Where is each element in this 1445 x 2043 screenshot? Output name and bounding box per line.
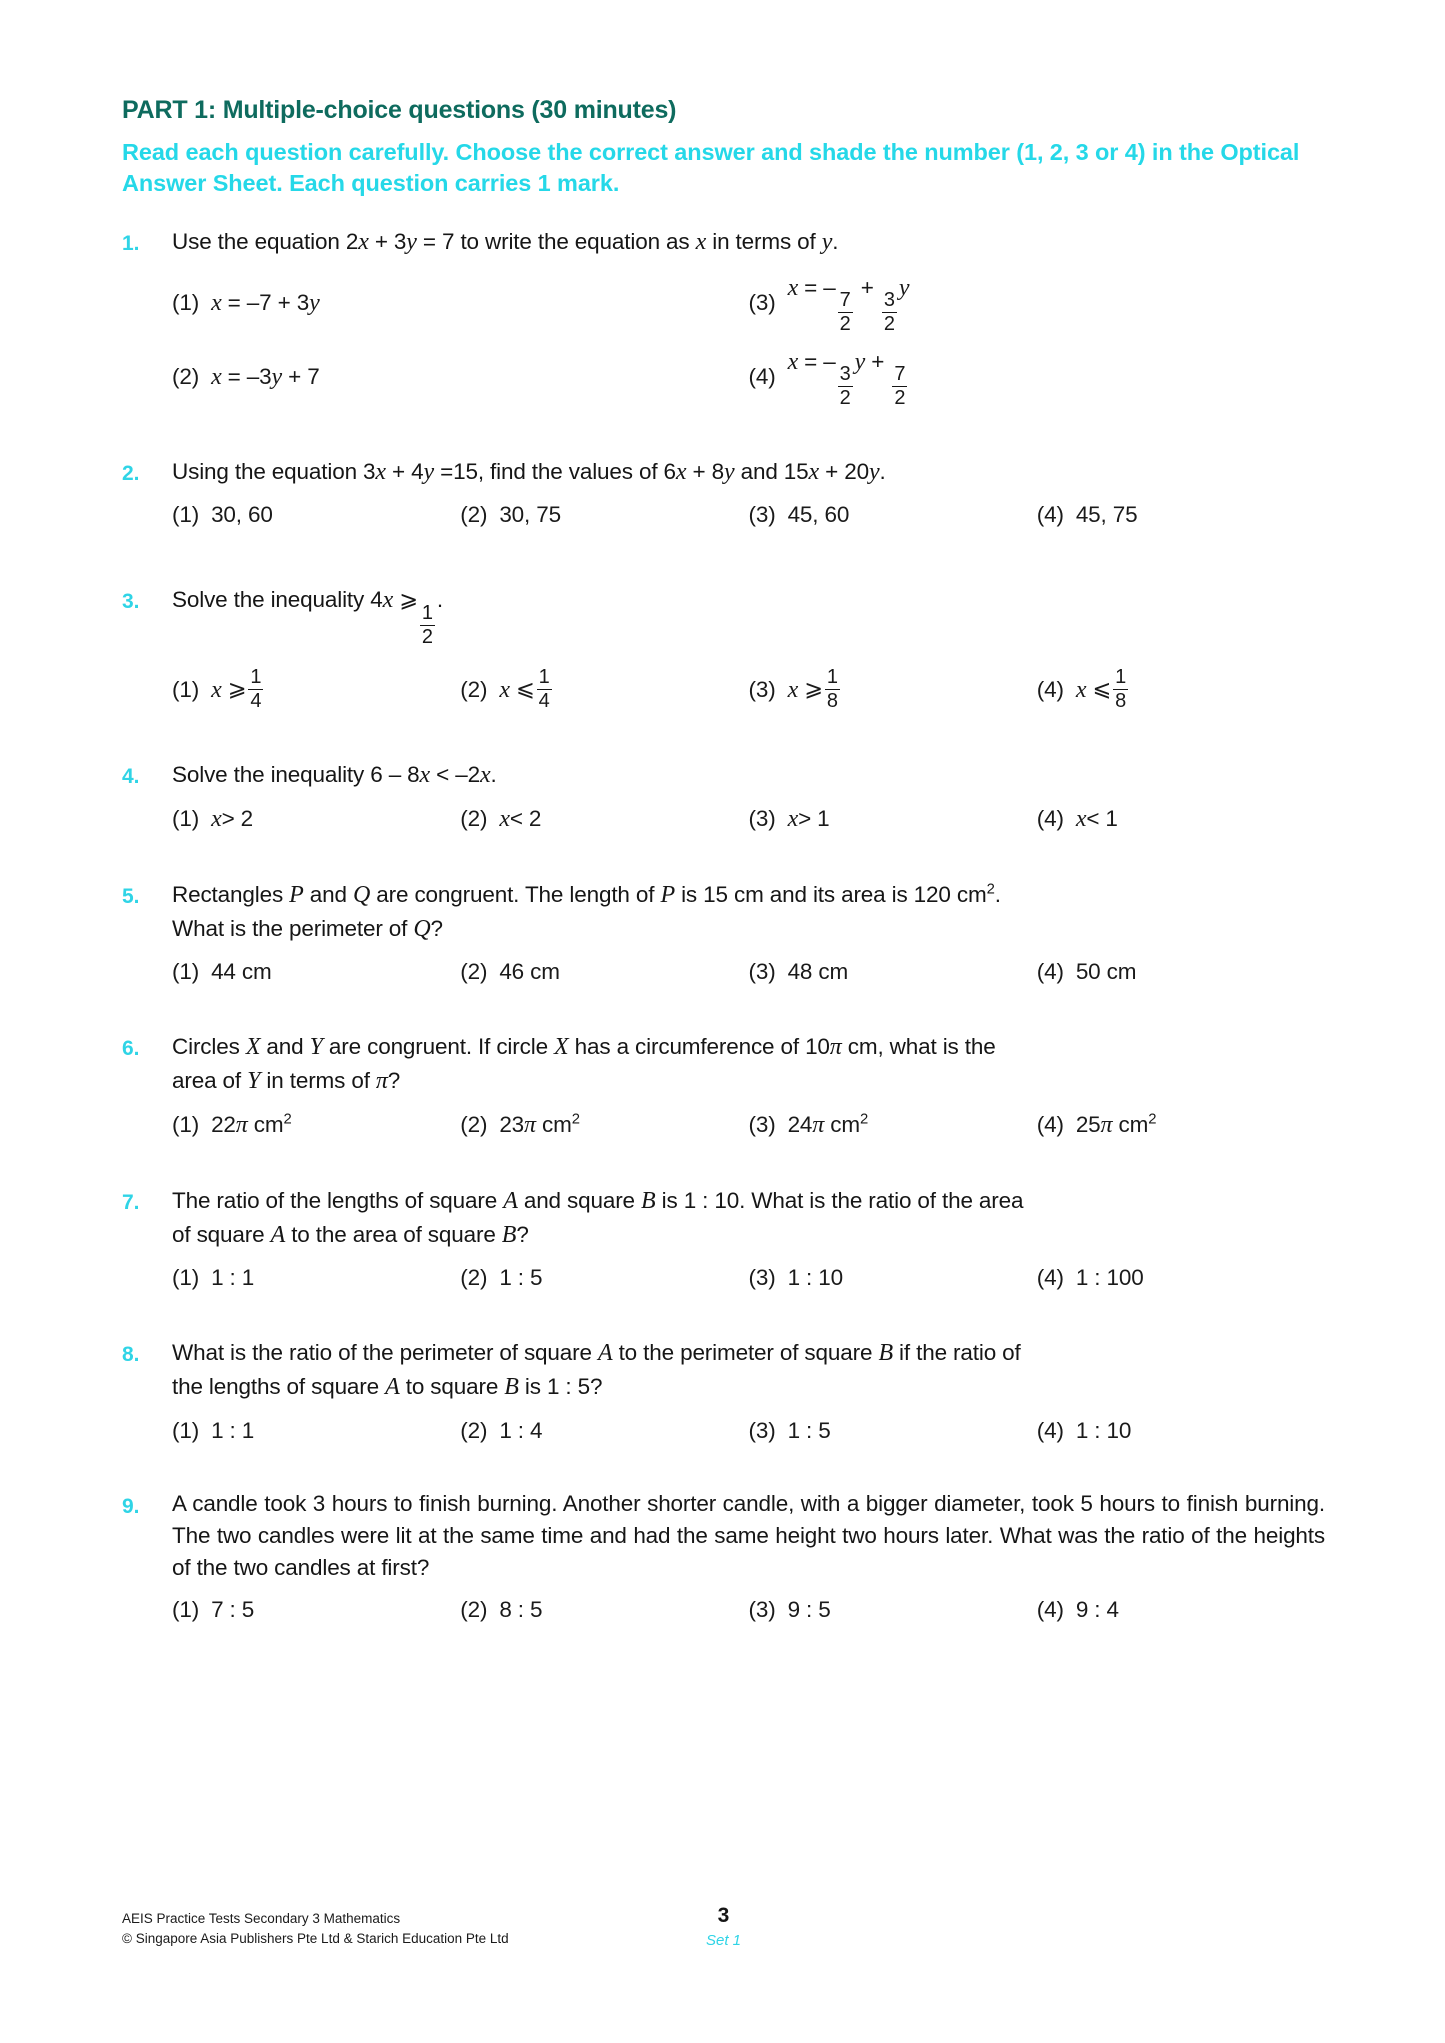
- fraction-denominator: 4: [538, 690, 550, 713]
- superscript-2: 2: [571, 1111, 580, 1128]
- stem-part: ?: [387, 1068, 401, 1094]
- option-value: 9 : 5: [787, 1597, 831, 1623]
- option-label: (2): [460, 1265, 488, 1291]
- var-x: x: [375, 459, 386, 486]
- option-value: 1 : 10: [1075, 1417, 1132, 1443]
- label-X: X: [245, 1034, 261, 1061]
- less-equal-icon: ⩽: [1092, 675, 1112, 702]
- pi-symbol: π: [829, 1034, 842, 1061]
- question-3: [122, 583, 1325, 716]
- option-1[interactable]: [172, 1108, 460, 1142]
- question-stem: [172, 878, 1325, 912]
- stem-part: and: [260, 1034, 310, 1060]
- question-stem-line2: [172, 912, 1325, 946]
- option-4[interactable]: [1037, 1594, 1325, 1626]
- question-stem-line2: [172, 1370, 1325, 1404]
- option-value: 1 : 5: [499, 1265, 543, 1291]
- option-expression: x = –7 + 3y: [211, 290, 320, 317]
- option-label: (1): [172, 805, 200, 831]
- option-1[interactable]: [172, 499, 460, 531]
- var-x: x: [211, 805, 222, 832]
- stem-part: What is the ratio of the perimeter of square: [172, 1340, 598, 1366]
- option-label: (3): [748, 1417, 776, 1443]
- stem-part: is 1 : 5?: [518, 1374, 603, 1400]
- option-4[interactable]: [1037, 802, 1325, 836]
- greater-equal-icon: ⩾: [804, 675, 823, 702]
- question-stem: [172, 1184, 1325, 1218]
- stem-part: to square: [399, 1374, 505, 1400]
- var-y: y: [821, 229, 833, 256]
- option-3[interactable]: [749, 802, 1037, 836]
- option-value: 30, 75: [499, 502, 561, 528]
- option-label: (1): [172, 1597, 200, 1623]
- option-value: 45, 60: [787, 502, 850, 528]
- label-Y: Y: [247, 1068, 261, 1095]
- option-value: 7 : 5: [211, 1597, 255, 1623]
- question-2: [122, 455, 1325, 531]
- question-9: [122, 1488, 1325, 1626]
- superscript-2: 2: [859, 1111, 869, 1128]
- question-stem: [172, 455, 1325, 489]
- option-label: (3): [748, 805, 776, 831]
- stem-part: ?: [516, 1222, 529, 1248]
- option-value: 44 cm: [211, 959, 272, 985]
- answer-options: [172, 664, 1325, 716]
- option-3[interactable]: [749, 1594, 1037, 1626]
- greater-equal-icon: ⩾: [227, 675, 247, 702]
- option-3[interactable]: [749, 956, 1037, 988]
- fraction-numerator: 3: [839, 363, 851, 386]
- option-value: 1 : 4: [499, 1417, 543, 1443]
- option-label: (3): [748, 676, 776, 702]
- option-2[interactable]: [460, 1415, 748, 1447]
- option-value: [211, 1108, 292, 1142]
- option-unit: cm: [1112, 1112, 1149, 1138]
- option-value: 48 cm: [787, 959, 849, 985]
- option-3[interactable]: [749, 1108, 1037, 1142]
- stem-part: are congruent. If circle: [322, 1034, 555, 1060]
- option-label: (1): [172, 290, 200, 316]
- option-4[interactable]: [1037, 499, 1325, 531]
- label-P: P: [289, 881, 304, 908]
- option-label: (2): [460, 959, 488, 985]
- fraction-denominator: 2: [839, 387, 851, 410]
- option-1[interactable]: [172, 277, 749, 329]
- fraction-numerator: 1: [826, 666, 838, 689]
- option-label: (2): [460, 1112, 488, 1138]
- fraction-numerator: 1: [1115, 666, 1127, 689]
- option-label: (4): [1036, 1417, 1064, 1443]
- question-number: 6.: [122, 1037, 140, 1061]
- option-4[interactable]: [1037, 1108, 1325, 1142]
- var-x: x: [358, 229, 369, 256]
- option-rest: < 1: [1086, 805, 1118, 831]
- fraction-denominator: 4: [250, 690, 262, 713]
- stem-part: = 7 to write the equation as: [416, 229, 696, 255]
- label-X: X: [554, 1034, 569, 1061]
- label-B: B: [641, 1188, 656, 1215]
- option-2[interactable]: [460, 1594, 748, 1626]
- option-2[interactable]: [172, 351, 749, 403]
- question-stem-line2: [172, 1064, 1325, 1098]
- stem-part: in terms of: [260, 1068, 376, 1094]
- option-unit: cm: [247, 1112, 284, 1138]
- answer-options: [172, 1594, 1325, 1626]
- option-label: (4): [1036, 676, 1064, 702]
- label-A: A: [270, 1222, 286, 1249]
- option-label: (4): [748, 364, 776, 390]
- option-label: (1): [172, 676, 200, 702]
- stem-part: is 15 cm and its area is 120 cm: [674, 881, 987, 907]
- answer-options: [172, 274, 1325, 410]
- stem-part: Solve the inequality 4: [172, 587, 383, 613]
- question-number: 7.: [122, 1191, 140, 1215]
- superscript-2: 2: [1148, 1111, 1157, 1128]
- option-value: 30, 60: [211, 502, 273, 528]
- stem-part: the lengths of square: [172, 1374, 386, 1400]
- answer-options: [172, 956, 1325, 988]
- stem-part: .: [490, 761, 497, 787]
- var-x: x: [787, 805, 799, 832]
- var-x: x: [695, 229, 707, 256]
- question-5: [122, 878, 1325, 988]
- question-8: [122, 1336, 1325, 1446]
- label-Q: Q: [413, 916, 431, 943]
- question-stem: [172, 583, 1325, 648]
- option-number: 25: [1075, 1112, 1101, 1138]
- label-B: B: [501, 1222, 517, 1249]
- fraction-denominator: 2: [883, 313, 895, 336]
- option-label: (2): [460, 805, 488, 831]
- fraction-denominator: 2: [839, 313, 851, 336]
- instructions-text: Read each question carefully. Choose the correct answer and shade the number (1, 2, 3 or 4) in the Optical Answer Sheet. Each question carries 1 mark.: [122, 139, 1300, 197]
- var-y: y: [406, 229, 417, 256]
- stem-part: The ratio of the lengths of square: [172, 1188, 504, 1214]
- option-unit: cm: [824, 1112, 860, 1138]
- stem-part: in terms of: [706, 229, 822, 255]
- stem-part: .: [832, 229, 839, 255]
- answer-options: [172, 1262, 1325, 1294]
- option-label: (3): [748, 290, 776, 316]
- option-label: (1): [172, 1112, 200, 1138]
- option-label: (2): [460, 502, 488, 528]
- footer-page-info: [424, 1903, 1024, 1951]
- var-x: x: [808, 459, 820, 486]
- label-B: B: [504, 1374, 519, 1401]
- option-label: (4): [1036, 1597, 1064, 1623]
- var-x: x: [1075, 676, 1087, 703]
- option-label: (1): [172, 959, 200, 985]
- stem-part: and 15: [734, 459, 809, 485]
- stem-part: What is the perimeter of: [172, 916, 414, 942]
- stem-part: if the ratio of: [892, 1340, 1021, 1366]
- option-label: (2): [460, 1597, 488, 1623]
- page-footer: [122, 1904, 1325, 1969]
- part-title: PART 1: Multiple-choice questions (30 minutes): [122, 96, 677, 124]
- fraction-numerator: 1: [538, 666, 550, 689]
- footer-line-1: AEIS Practice Tests Secondary 3 Mathematics: [122, 1911, 401, 1926]
- question-stem: [172, 225, 1325, 259]
- option-value: 1 : 1: [211, 1265, 255, 1291]
- stem-part: has a circumference of 10: [568, 1034, 830, 1060]
- stem-part: Using the equation 3: [172, 459, 376, 485]
- option-label: (3): [748, 1265, 776, 1291]
- label-A: A: [503, 1188, 518, 1215]
- pi-symbol: π: [375, 1068, 388, 1095]
- stem-part: cm, what is the: [841, 1034, 996, 1060]
- option-label: (4): [1036, 805, 1064, 831]
- option-1[interactable]: [172, 802, 460, 836]
- var-x: x: [419, 761, 431, 788]
- footer-line-2: © Singapore Asia Publishers Pte Ltd & Starich Education Pte Ltd: [122, 1931, 509, 1947]
- fraction-numerator: 1: [250, 666, 262, 689]
- question-number: 3.: [122, 590, 140, 614]
- option-label: (3): [748, 502, 776, 528]
- option-value: 1 : 1: [211, 1417, 255, 1443]
- option-number: 22: [211, 1112, 236, 1138]
- question-6: [122, 1030, 1325, 1142]
- stem-part: Circles: [172, 1034, 246, 1060]
- fraction-numerator: 7: [839, 289, 851, 312]
- var-y: y: [423, 459, 434, 486]
- label-Q: Q: [352, 881, 371, 908]
- stem-part: Rectangles: [172, 881, 290, 907]
- superscript-2: 2: [283, 1111, 292, 1128]
- question-stem: [172, 1030, 1325, 1064]
- set-label: Set 1: [705, 1932, 742, 1950]
- option-label: (3): [748, 959, 776, 985]
- stem-part: of square: [172, 1222, 271, 1248]
- option-4[interactable]: [1037, 956, 1325, 988]
- stem-part: are congruent. The length of: [370, 881, 661, 907]
- fraction-numerator: 7: [894, 363, 906, 386]
- option-label: (4): [1036, 502, 1064, 528]
- option-label: (2): [172, 364, 200, 390]
- option-label: (3): [748, 1597, 776, 1623]
- option-label: (4): [1036, 1112, 1064, 1138]
- option-1[interactable]: [172, 1415, 460, 1447]
- answer-options: [172, 1108, 1325, 1142]
- label-A: A: [597, 1340, 613, 1367]
- option-number: 23: [499, 1112, 525, 1138]
- option-label: (4): [1036, 1265, 1064, 1291]
- option-value: 50 cm: [1075, 959, 1137, 985]
- stem-part: to the area of square: [285, 1222, 502, 1248]
- option-4[interactable]: [1037, 664, 1325, 716]
- stem-part: + 8: [686, 459, 724, 485]
- pi-symbol: π: [235, 1112, 248, 1139]
- label-Y: Y: [309, 1034, 323, 1061]
- option-value: [499, 1108, 580, 1142]
- option-label: (1): [172, 1417, 200, 1443]
- option-value: 1 : 5: [787, 1417, 831, 1443]
- var-y: y: [868, 459, 880, 486]
- option-4[interactable]: [1037, 1415, 1325, 1447]
- var-x: x: [382, 587, 394, 614]
- stem-part: ?: [430, 916, 443, 942]
- question-number: 4.: [122, 764, 140, 788]
- fraction-denominator: 2: [421, 625, 433, 648]
- option-2[interactable]: [460, 956, 748, 988]
- option-value: 1 : 10: [787, 1265, 843, 1291]
- question-stem-line2: [172, 1218, 1325, 1252]
- stem-part: < –2: [430, 761, 480, 787]
- fraction-denominator: 8: [1115, 690, 1127, 713]
- option-1[interactable]: [172, 664, 460, 716]
- var-x: x: [499, 676, 510, 703]
- stem-part: + 4: [385, 459, 424, 485]
- option-value: [788, 1108, 869, 1142]
- fraction-denominator: 8: [826, 690, 838, 713]
- var-x: x: [787, 676, 799, 703]
- option-4[interactable]: [748, 348, 1326, 410]
- stem-part: + 3: [368, 229, 407, 255]
- option-3[interactable]: [749, 1415, 1037, 1447]
- stem-part: .: [994, 881, 1001, 907]
- option-label: (4): [1036, 959, 1064, 985]
- option-value: [1076, 1108, 1157, 1142]
- option-label: (1): [172, 1265, 200, 1291]
- pi-symbol: π: [1100, 1112, 1113, 1139]
- question-stem: A candle took 3 hours to finish burning. Another shorter candle, with a bigger diameter, took 5 hours to finish burning. The two candles were lit at the same time and had the same height two hours later. What was the ratio of the heights of the two candles at first?: [172, 1491, 1325, 1581]
- option-3[interactable]: [749, 664, 1037, 716]
- stem-part: .: [879, 459, 886, 485]
- option-rest: > 1: [798, 805, 830, 831]
- option-1[interactable]: [172, 1594, 460, 1626]
- page-number: 3: [717, 1904, 730, 1927]
- option-label: (2): [460, 1417, 488, 1443]
- stem-part: Solve the inequality 6 – 8: [172, 761, 420, 787]
- option-value: 8 : 5: [499, 1597, 543, 1623]
- option-label: (2): [460, 676, 488, 702]
- option-number: 24: [787, 1112, 813, 1138]
- option-value: 1 : 100: [1075, 1265, 1144, 1291]
- question-1: [122, 225, 1325, 410]
- question-number: 8.: [122, 1343, 140, 1367]
- option-2[interactable]: [460, 664, 748, 716]
- option-expression: x = – $\frac{3}{2}$ y + $\frac{7}{2}$: [787, 348, 906, 410]
- option-2[interactable]: [460, 1262, 748, 1294]
- fraction-denominator: 2: [894, 387, 906, 410]
- fraction-numerator: 3: [883, 289, 895, 312]
- option-3[interactable]: [749, 1262, 1037, 1294]
- greater-equal-icon: ⩾: [399, 587, 418, 614]
- superscript-2: 2: [986, 881, 995, 898]
- pi-symbol: π: [524, 1112, 536, 1139]
- fraction-numerator: 1: [421, 601, 433, 624]
- option-2[interactable]: [460, 1108, 748, 1142]
- stem-part: =15, find the values of 6: [434, 459, 676, 485]
- label-A: A: [385, 1374, 400, 1401]
- option-1[interactable]: [172, 956, 460, 988]
- option-1[interactable]: [172, 1262, 460, 1294]
- stem-part: area of: [172, 1068, 248, 1094]
- option-label: (3): [748, 1112, 776, 1138]
- option-2[interactable]: [460, 802, 748, 836]
- question-number: 9.: [122, 1495, 140, 1519]
- var-x: x: [675, 459, 687, 486]
- option-expression: x = –3y + 7: [211, 364, 320, 391]
- answer-options: [172, 499, 1325, 531]
- option-4[interactable]: [1037, 1262, 1325, 1294]
- var-x: x: [479, 761, 491, 788]
- option-expression: x = – $\frac{7}{2}$ + $\frac{3}{2}$ y: [787, 274, 910, 336]
- question-number: 1.: [122, 232, 140, 256]
- stem-part: Use the equation 2: [172, 229, 359, 255]
- option-unit: cm: [535, 1112, 572, 1138]
- question-number: 5.: [122, 884, 140, 908]
- answer-options: [172, 802, 1325, 836]
- question-number: 2.: [122, 462, 140, 486]
- option-rest: < 2: [509, 805, 542, 831]
- question-stem: [172, 1336, 1325, 1370]
- option-3[interactable]: [748, 274, 1326, 336]
- option-rest: > 2: [221, 805, 254, 831]
- stem-part: and: [303, 881, 353, 907]
- var-x: x: [211, 676, 222, 703]
- var-x: x: [1075, 805, 1087, 832]
- pi-symbol: π: [812, 1112, 825, 1139]
- question-7: [122, 1184, 1325, 1294]
- var-x: x: [499, 805, 510, 832]
- option-3[interactable]: [749, 499, 1037, 531]
- stem-part: is 1 : 10. What is the ratio of the area: [655, 1188, 1024, 1214]
- question-4: [122, 758, 1325, 836]
- var-y: y: [723, 459, 735, 486]
- label-B: B: [878, 1340, 893, 1367]
- stem-part: .: [436, 587, 444, 613]
- stem-part: to the perimeter of square: [612, 1340, 879, 1366]
- question-stem: [172, 758, 1325, 792]
- option-value: 45, 75: [1075, 502, 1138, 528]
- less-equal-icon: ⩽: [515, 675, 535, 702]
- option-label: (1): [172, 502, 200, 528]
- stem-part: + 20: [819, 459, 869, 485]
- stem-part: and square: [517, 1188, 642, 1214]
- option-2[interactable]: [460, 499, 748, 531]
- option-value: 9 : 4: [1075, 1597, 1119, 1623]
- label-P: P: [660, 881, 675, 908]
- answer-options: [172, 1415, 1325, 1447]
- option-value: 46 cm: [499, 959, 560, 985]
